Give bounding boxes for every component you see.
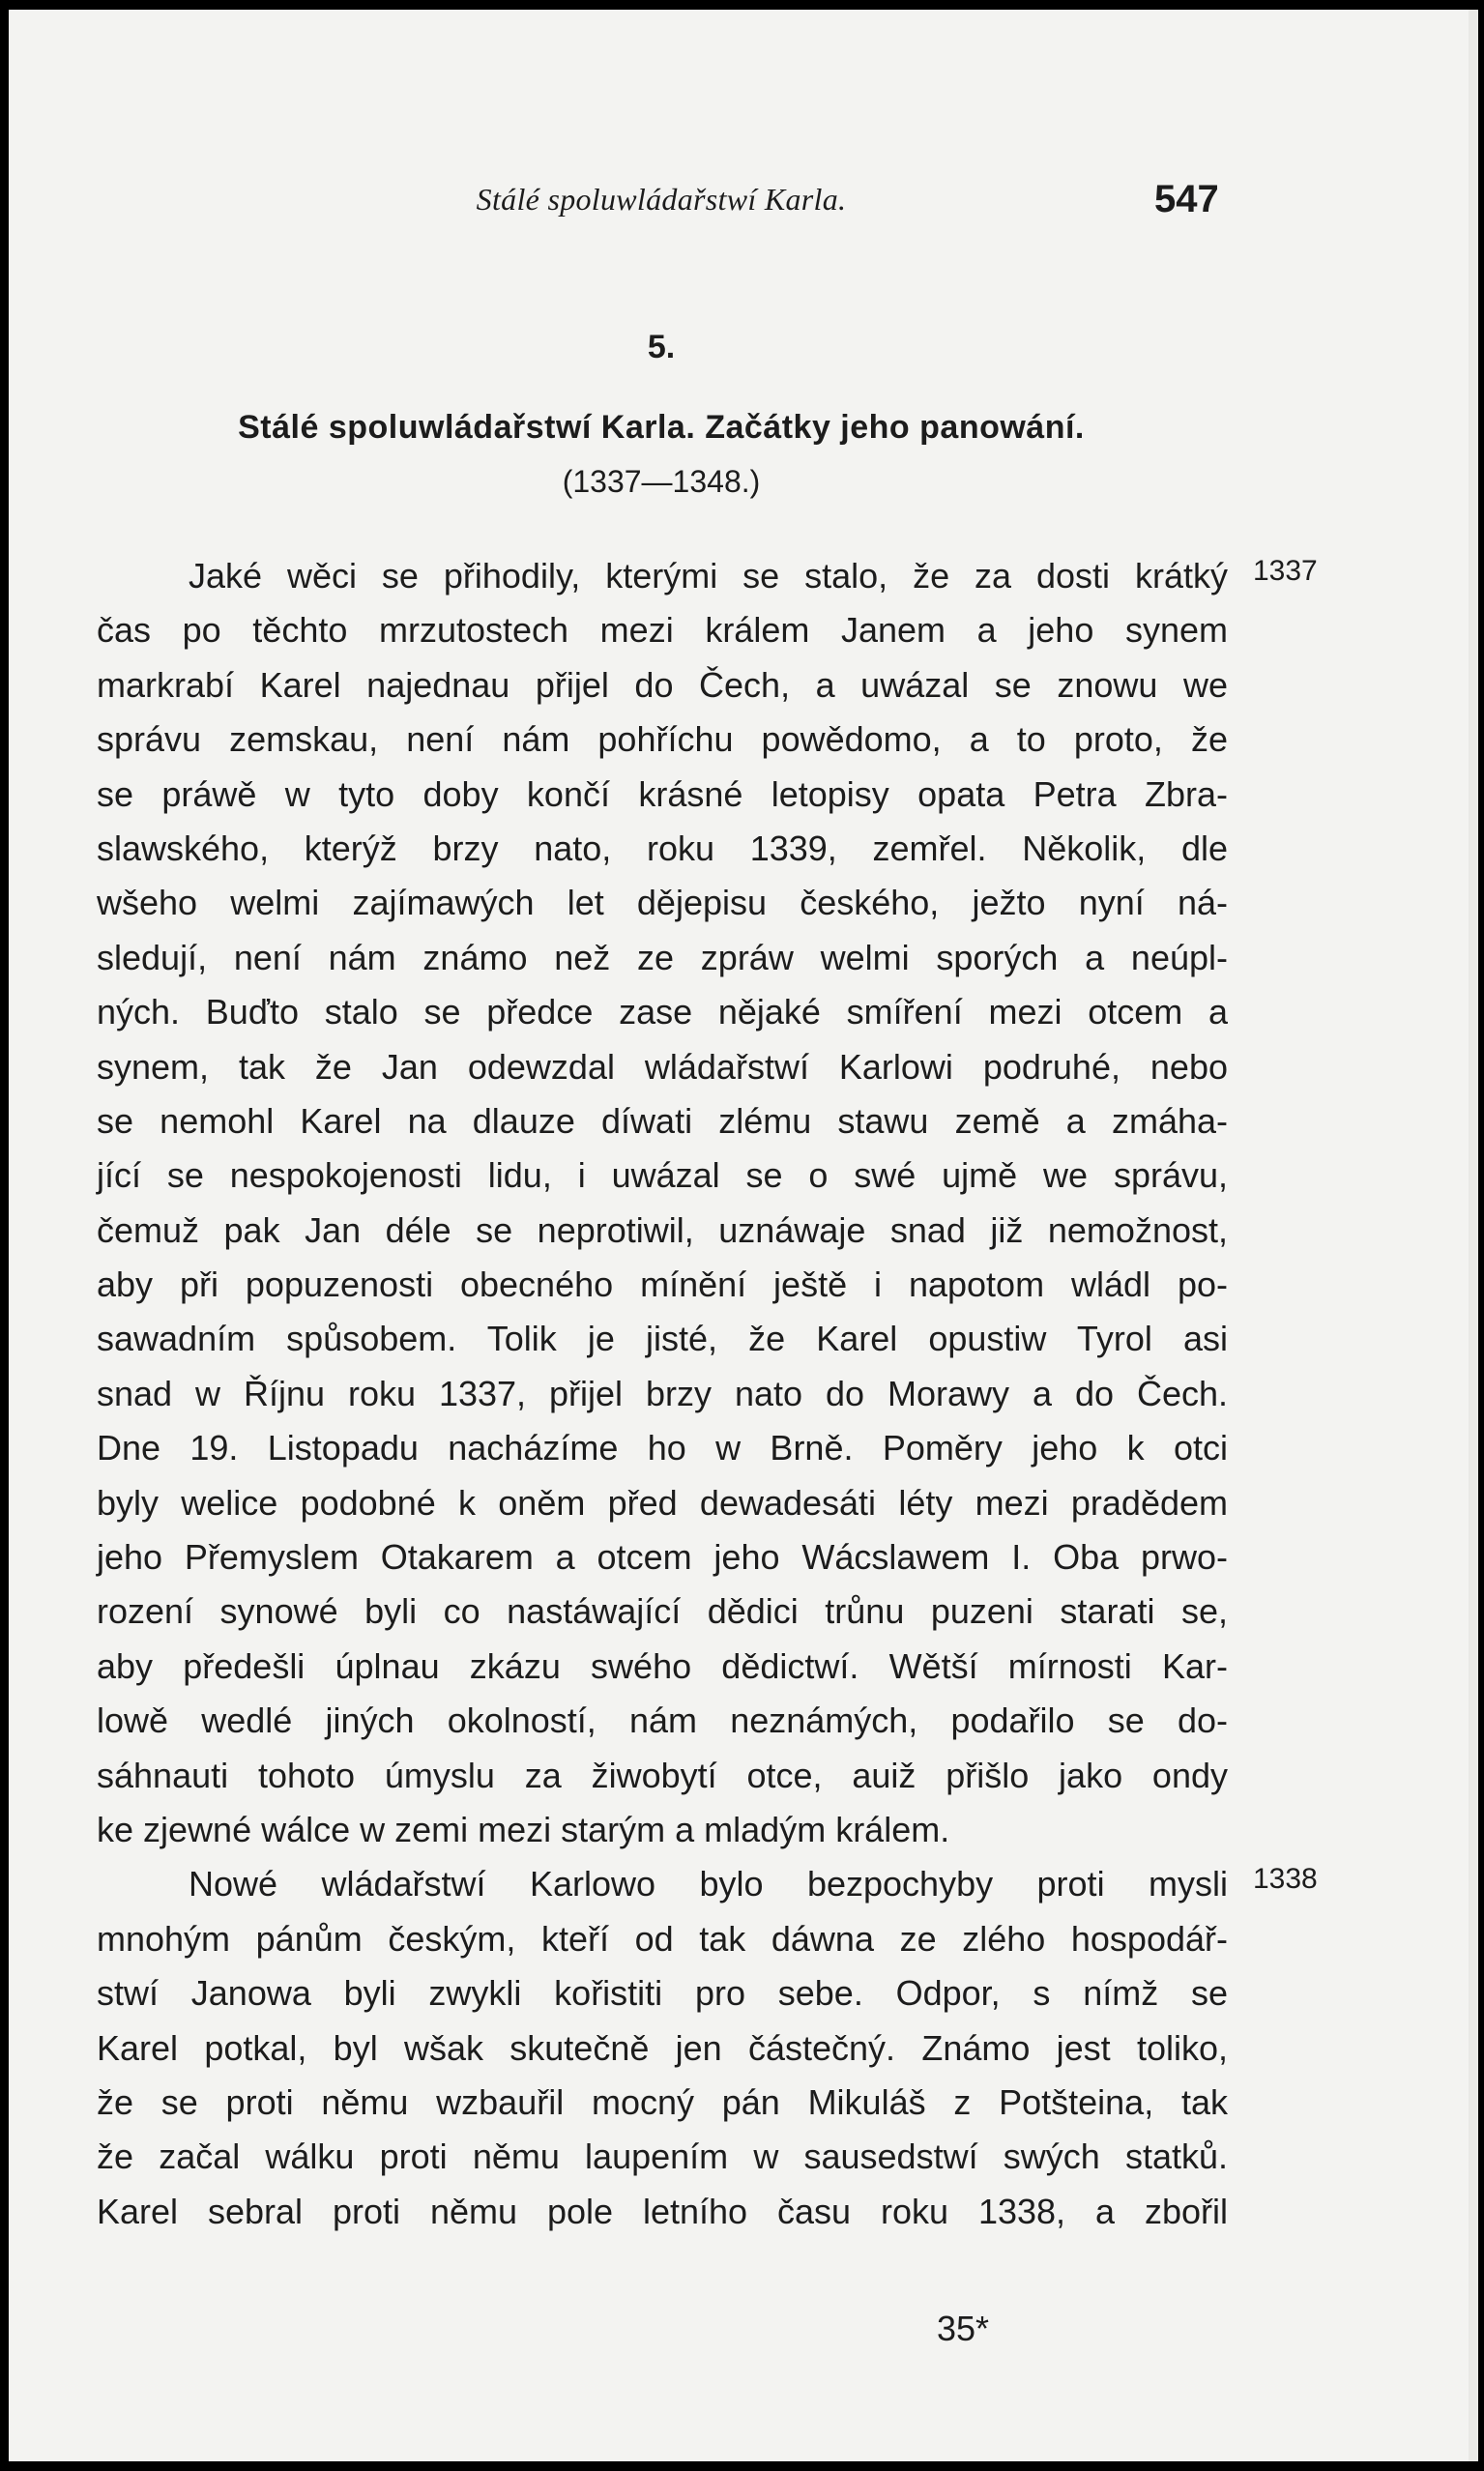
text-line: jeho Přemyslem Otakarem a otcem jeho Wácslawem I. Oba prwo- bbox=[97, 1537, 1228, 1578]
text-line: snad w Říjnu roku 1337, přijel brzy nato do Morawy a do Čech. bbox=[97, 1373, 1228, 1413]
text-line: že začal wálku proti němu laupením w sausedstwí swých statků. bbox=[97, 2137, 1228, 2177]
page-number: 547 bbox=[1154, 178, 1219, 220]
text-line: slawského, kterýž brzy nato, roku 1339, zemřel. Několik, dle bbox=[97, 828, 1228, 868]
section-number: 5. bbox=[647, 329, 676, 365]
text-line: byly welice podobné k oněm před dewadesáti léty mezi pradědem bbox=[97, 1482, 1228, 1523]
text-line: ných. Buďto stalo se předce zase nějaké smíření mezi otcem a bbox=[97, 992, 1228, 1032]
text-line: synem, tak že Jan odewzdal wládařstwí Karlowi podruhé, nebo bbox=[97, 1046, 1228, 1087]
text-line: že se proti němu wzbauřil mocný pán Mikuláš z Potšteina, tak bbox=[97, 2081, 1228, 2122]
text-line: sledují, není nám známo než ze zpráw welmi sporých a neúpl- bbox=[97, 937, 1228, 977]
text-line: čemuž pak Jan déle se neprotiwil, uznáwaje snad již nemožnost, bbox=[97, 1209, 1228, 1250]
text-line: se nemohl Karel na dlauze díwati zlému stawu země a zmáha- bbox=[97, 1100, 1228, 1141]
text-line: Nowé wládařstwí Karlowo bylo bezpochyby proti mysli bbox=[189, 1864, 1228, 1904]
text-line: ke zjewné wálce w zemi mezi starým a mladým králem. bbox=[97, 1809, 950, 1849]
text-line: markrabí Karel najednau přijel do Čech, a uwázal se znowu we bbox=[97, 664, 1228, 705]
text-line: stwí Janowa byli zwykli kořistiti pro sebe. Odpor, s nímž se bbox=[97, 1973, 1228, 2014]
text-line: rození synowé byli co nastáwající dědici trůnu puzeni starati se, bbox=[97, 1591, 1228, 1632]
text-line: Karel sebral proti němu pole letního času roku 1338, a zbořil bbox=[97, 2191, 1228, 2231]
text-line: aby předešli úplnau zkázu swého dědictwí. Wětší mírnosti Kar- bbox=[97, 1645, 1228, 1686]
signature-mark: 35* bbox=[937, 2309, 990, 2348]
margin-year: 1337 bbox=[1253, 555, 1318, 587]
text-line: sáhnauti tohoto úmyslu za žiwobytí otce, auiž přišlo jako ondy bbox=[97, 1755, 1228, 1795]
margin-year: 1338 bbox=[1253, 1863, 1318, 1895]
section-dates: (1337—1348.) bbox=[562, 464, 761, 499]
text-line: jící se nespokojenosti lidu, i uwázal se o swé ujmě we správu, bbox=[97, 1155, 1228, 1196]
book-page bbox=[9, 10, 1469, 2461]
text-line: se práwě w tyto doby končí krásné letopisy opata Petra Zbra- bbox=[97, 773, 1228, 814]
body-text bbox=[97, 549, 1228, 2239]
text-line: Jaké wěci se přihodily, kterými se stalo, že za dosti krátký bbox=[189, 556, 1228, 596]
text-line: lowě wedlé jiných okolností, nám neznámých, podařilo se do- bbox=[97, 1701, 1228, 1741]
page-edge bbox=[1469, 10, 1478, 2461]
text-line: wšeho welmi zajímawých let dějepisu českého, ježto nyní ná- bbox=[97, 883, 1228, 923]
page-header bbox=[9, 178, 1469, 230]
text-line: mnohým pánům českým, kteří od tak dáwna ze zlého hospodář- bbox=[97, 1918, 1228, 1959]
running-title: Stálé spoluwládařstwí Karla. bbox=[476, 182, 847, 217]
text-line: sawadním spůsobem. Tolik je jisté, že Karel opustiw Tyrol asi bbox=[97, 1319, 1228, 1359]
text-line: aby při popuzenosti obecného mínění ještě i napotom wládl po- bbox=[97, 1265, 1228, 1305]
section-title: Stálé spoluwládařstwí Karla. Začátky jeho panowání. bbox=[238, 409, 1085, 446]
text-line: čas po těchto mrzutostech mezi králem Janem a jeho synem bbox=[97, 610, 1228, 651]
text-line: správu zemskau, není nám pohříchu powědomo, a to proto, že bbox=[97, 719, 1228, 760]
text-line: Dne 19. Listopadu nacházíme ho w Brně. Poměry jeho k otci bbox=[97, 1428, 1228, 1468]
text-line: Karel potkal, byl wšak skutečně jen částečný. Známo jest toliko, bbox=[97, 2027, 1228, 2068]
